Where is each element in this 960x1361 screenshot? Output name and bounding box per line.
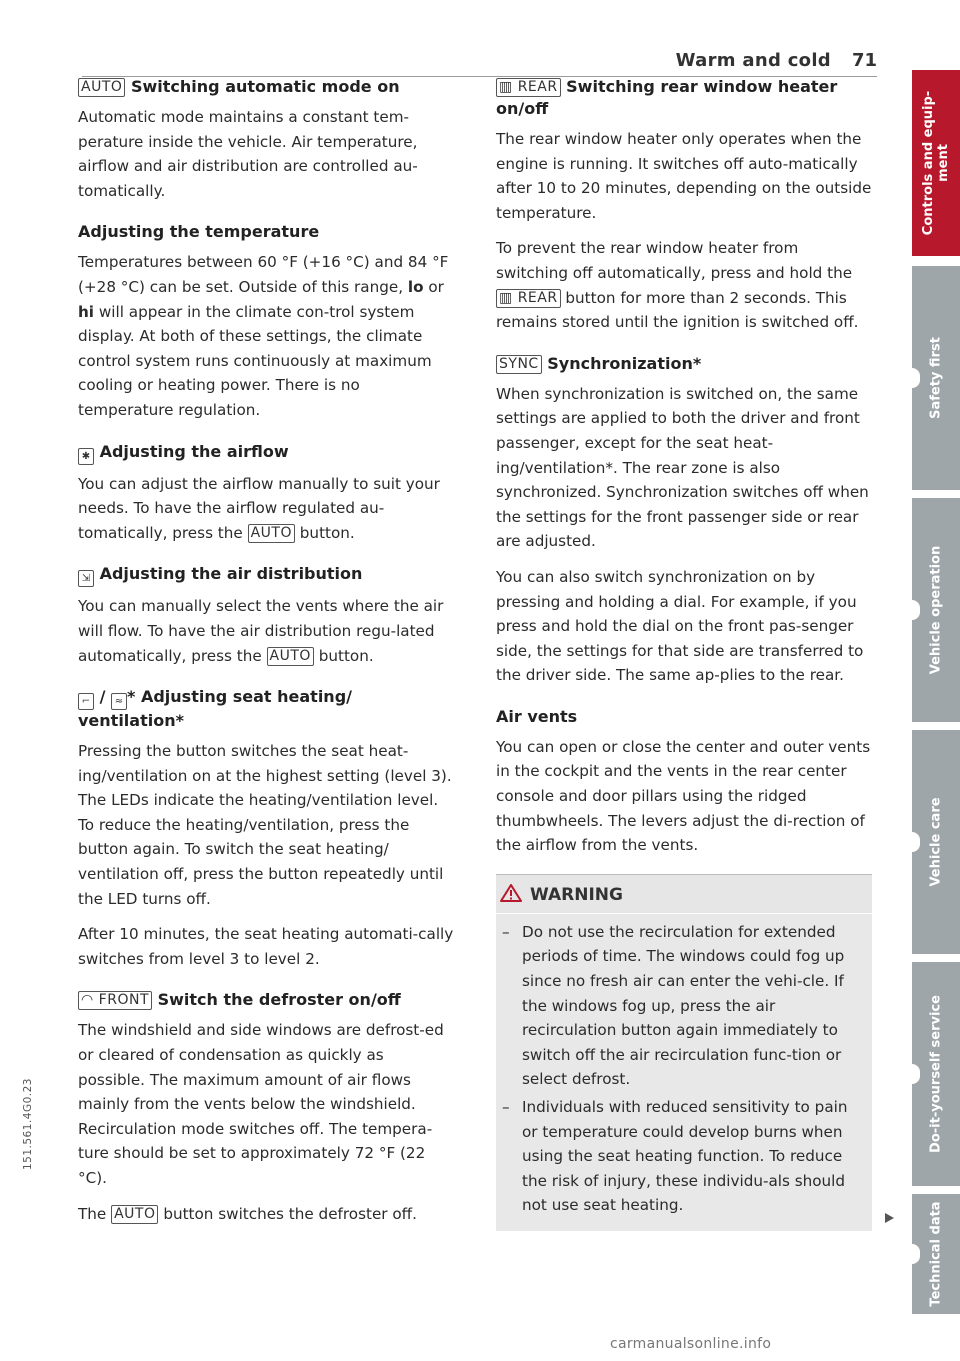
tab-marker — [912, 1064, 920, 1084]
tab-marker — [912, 600, 920, 620]
seat-text-1: Pressing the button switches the seat heat-ing/ventilation on at the highest setting (level 3). The LEDs indicate the heating/ventilation level. To reduce the heating/ventilation, press the button again. To switch the seat heating/ ventilation off, press the button repeatedly until the LED turns off. — [78, 742, 452, 908]
airflow-heading: ✱ Adjusting the airflow — [78, 441, 454, 465]
distribution-text: You can manually select the vents where the air will flow. To have the air distribution regu-lated automatically, press the AUTO button. — [78, 597, 444, 665]
warning-list — [496, 920, 872, 1218]
auto-key: AUTO — [111, 1205, 158, 1224]
front-defrost-key: ◠ FRONT — [78, 991, 152, 1010]
warning-title: WARNING — [530, 884, 623, 905]
sync-text-1: When synchronization is switched on, the same settings are applied to both the driver and front passenger, except for the seat heat-ing/ventilation*. The rear zone is also synchronized. Synchronization switches off when the settings for the front passenger side or rear are adjusted. — [496, 384, 869, 551]
rear-text-2: To prevent the rear window heater from switching off automatically, press and hold the ▥ REAR button for more than 2 seconds. This remains stored until the ignition is switched off. — [496, 239, 859, 332]
sync-key: SYNC — [496, 355, 542, 374]
rear-heater-key: ▥ REAR — [496, 289, 561, 308]
watermark: carmanualsonline.info — [610, 1336, 772, 1352]
auto-text: Automatic mode maintains a constant tem-perature inside the vehicle. Air temperature, airflow and air distribution are controlled au-tomatically. — [78, 108, 418, 200]
temperature-text: Temperatures between 60 °F (+16 °C) and 84 °F (+28 °C) can be set. Outside of this range, lo or hi will appear in the climate con-trol system display. At both of these settings, the climate control system runs continuously at maximum cooling or heating power. There is no temperature regulation. — [78, 253, 449, 419]
seat-heating-icon: ⌐ — [78, 693, 94, 710]
tab-marker — [912, 1244, 920, 1264]
seat-text-2: After 10 minutes, the seat heating automati-cally switches from level 3 to level 2. — [78, 925, 454, 968]
warning-item: – Individuals with reduced sensitivity to pain or temperature could develop burns when using the seat heating function. To reduce the risk of injury, these individu-als should not use seat heating. — [502, 1095, 858, 1218]
temperature-heading: Adjusting the temperature — [78, 222, 320, 242]
tab-do-it-yourself-service[interactable]: Do-it-yourself service — [912, 962, 960, 1186]
tab-technical-data[interactable]: Technical data — [912, 1194, 960, 1314]
rear-text-1: The rear window heater only operates when the engine is running. It switches off auto-matically after 10 to 20 minutes, depending on the outside temperature. — [496, 130, 872, 222]
sync-text-2: You can also switch synchronization on by pressing and holding a dial. For example, if you press and hold the dial on the front pas-senger side, the settings for that side are transferred to the driver side. The same ap-plies to the rear. — [496, 567, 864, 685]
defroster-text-1: The windshield and side windows are defrost-ed or cleared of condensation as quickly as possible. The maximum amount of air flows mainly from the vents below the windshield. Recirculation mode switches off. The tempera-ture should be set to approximately 72 °F (22 °C). — [78, 1021, 444, 1187]
vents-text: You can open or close the center and outer vents in the cockpit and the vents in the rear center console and door pillars using the ridged thumbwheels. The levers adjust the di-rection of the airflow from the vents. — [496, 737, 871, 855]
warning-header — [496, 874, 872, 914]
continue-arrow-icon — [885, 1213, 894, 1223]
seat-heading: ⌐ / ≈ * Adjusting seat heating/ ventilation* — [78, 687, 352, 731]
defrost-icon: ◠ — [81, 992, 94, 1009]
auto-key: AUTO — [248, 524, 295, 543]
tab-marker — [912, 832, 920, 852]
distribution-heading: ⇲ Adjusting the air distribution — [78, 563, 454, 587]
tab-vehicle-care[interactable]: Vehicle care — [912, 730, 960, 954]
document-code: 151.561.4G0.23 — [22, 1078, 34, 1170]
tab-controls-and-equipment[interactable]: Controls and equip-ment — [912, 70, 960, 256]
vents-heading: Air vents — [496, 706, 578, 726]
tab-vehicle-operation[interactable]: Vehicle operation — [912, 498, 960, 722]
seat-ventilation-icon: ≈ — [111, 693, 127, 710]
sync-heading: SYNC Synchronization* — [496, 353, 872, 375]
section-title: Warm and cold — [675, 50, 831, 71]
tab-marker — [912, 368, 920, 388]
tab-safety-first[interactable]: Safety first — [912, 266, 960, 490]
warning-item: – Do not use the recirculation for extended periods of time. The windows could fog up since no fresh air can enter the vehi-cle. If the windows fog up, press the air recirculation button again immediately to switch off the air recirculation func-tion or select defrost. — [502, 920, 858, 1092]
left-column — [78, 72, 454, 1237]
rear-heater-icon: ▥ — [499, 289, 513, 306]
airflow-text: You can adjust the airflow manually to suit your needs. To have the airflow regulated au-tomatically, press the AUTO button. — [78, 474, 440, 542]
defroster-heading: ◠ FRONT Switch the defroster on/off — [78, 989, 454, 1011]
fan-icon: ✱ — [78, 448, 94, 465]
rear-heater-key: ▥ REAR — [496, 78, 561, 97]
rear-heater-icon: ▥ — [499, 79, 513, 95]
auto-key: AUTO — [78, 78, 125, 97]
auto-heading: AUTO Switching automatic mode on — [78, 76, 454, 98]
defroster-text-2: The AUTO button switches the defroster off. — [78, 1204, 417, 1223]
auto-key: AUTO — [267, 647, 314, 666]
warning-icon — [500, 884, 522, 902]
air-distribution-icon: ⇲ — [78, 570, 94, 587]
right-column — [496, 72, 872, 1231]
rear-heading: ▥ REAR Switching rear window heater on/off — [496, 77, 838, 118]
page-number: 71 — [851, 50, 877, 71]
warning-box — [496, 874, 872, 1231]
